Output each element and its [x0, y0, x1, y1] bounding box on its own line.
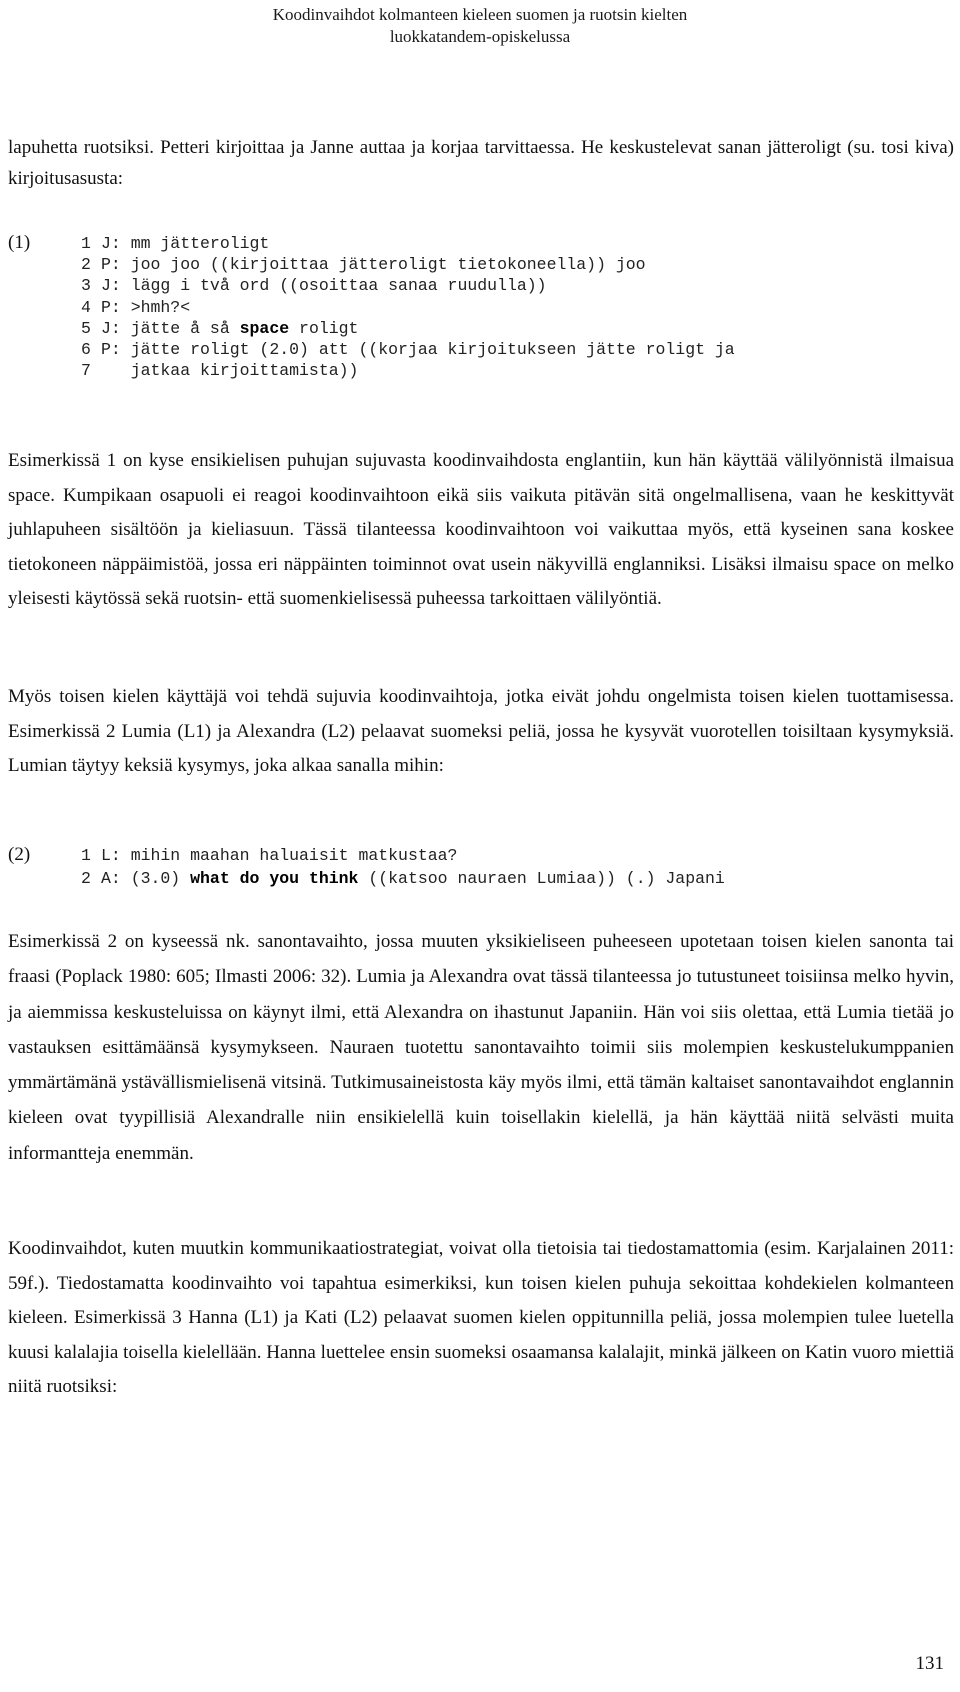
- example-number: (1): [8, 232, 31, 253]
- paragraph-2: Esimerkissä 1 on kyse ensikielisen puhujan sujuvasta koodinvaihdosta englantiin, kun hän käyttää välilyönnistä ilmaisua space. Kumpikaan osapuoli ei reagoi koodinvaihtoon eikä siis vaikuta pitävän sitä ongelmallisena, vaan he keskittyvät juhlapuheen sisältöön ja kieliasuun. Tässä tilanteessa koodinvaihtoon voi vaikuttaa myös, että kyseinen sana koskee tietokoneen näppäimistöä, jossa eri näppäinten toiminnot ovat usein näkyvillä englanniksi. Lisäksi ilmaisu space on melko yleisesti käytössä sekä ruotsin- että suomenkielisessä puheessa tarkoittaen välilyöntiä.: [8, 450, 954, 609]
- page-number: 131: [915, 1653, 944, 1674]
- paragraph-3: Myös toisen kielen käyttäjä voi tehdä sujuvia koodinvaihtoja, jotka eivät johdu ongelmista toisen kielen tuottamisessa. Esimerkissä 2 Lumia (L1) ja Alexandra (L2) pelaavat suomeksi peliä, jossa he kysyvät vuorotellen toisiltaan kysymyksiä. Lumian täytyy keksiä kysymys, joka alkaa sanalla mihin:: [8, 686, 954, 776]
- utterance: P: jätte roligt (2.0) att ((korjaa kirjoitukseen jätte roligt ja: [101, 340, 735, 360]
- utterance: L: mihin maahan haluaisit matkustaa?: [101, 846, 458, 865]
- line-number: 1: [81, 846, 91, 865]
- running-header-line-2: luokkatandem-opiskelussa: [389, 27, 571, 46]
- utterance: P: joo joo ((kirjoittaa jätteroligt tietokoneella)) joo: [101, 255, 646, 275]
- example-number: (2): [8, 844, 31, 865]
- transcript-line: [81, 254, 735, 275]
- line-number: 5: [81, 318, 91, 338]
- line-number: 6: [81, 340, 91, 360]
- running-header: [0, 4, 960, 48]
- line-number: 2: [81, 255, 91, 275]
- utterance: P: >hmh?<: [101, 297, 191, 317]
- utterance: A: (3.0): [101, 868, 191, 888]
- transcript-line: [81, 233, 735, 254]
- transcript-line: [81, 360, 735, 381]
- utterance-end: roligt: [289, 318, 359, 338]
- paragraph-5: Koodinvaihdot, kuten muutkin kommunikaatiostrategiat, voivat olla tietoisia tai tiedostamattomia (esim. Karjalainen 2011: 59f.). Tiedostamatta koodinvaihto voi tapahtua esimerkiksi, kun toisen kielen puhuja sekoittaa kohdekielen kolmanteen kieleen. Esimerkissä 3 Hanna (L1) ja Kati (L2) pelaavat suomen kielen oppitunnilla peliä, jossa molempien tulee luetella kuusi kalalajia toisella kielellään. Hanna luettelee ensin suomeksi osaamansa kalalajit, minkä jälkeen on Katin vuoro miettiä niitä ruotsiksi:: [8, 1238, 954, 1397]
- utterance: J: jätte å så: [101, 318, 240, 338]
- line-number: 7: [81, 361, 91, 381]
- utterance-end: ((katsoo nauraen Lumiaa)) (.) Japani: [358, 868, 725, 888]
- transcript-line: [81, 339, 735, 360]
- transcript-line: [81, 297, 735, 318]
- utterance: J: mm jätteroligt: [101, 234, 270, 253]
- transcript-block: [81, 233, 735, 381]
- paragraph-4: Esimerkissä 2 on kyseessä nk. sanontavaihto, jossa muuten yksikieliseen puheeseen upotetaan toisen kielen sanonta tai fraasi (Poplack 1980: 605; Ilmasti 2006: 32). Lumia ja Alexandra ovat tässä tilanteessa jo tutustuneet toisiinsa melko hyvin, ja aiemmissa keskusteluissa on käynyt ilmi, että Alexandra on ihastunut Japaniin. Hän voi siis olettaa, että Lumia tietää jo vastauksen esittämäänsä kysymykseen. Nauraen tuotettu sanontavaihto toimii siis molempien keskustelukumppanien ymmärtämänä ystävällismielisenä vitsinä. Tutkimusaineistosta käy myös ilmi, että tämän kaltaiset sanontavaihdot englannin kieleen ovat tyypillisiä Alexandralle niin ensikielellä kuin toisellakin kielellä, ja hän käyttää niitä selvästi muita informantteja enemmän.: [8, 931, 954, 1164]
- transcript-line: [81, 275, 735, 296]
- transcript-line: [81, 868, 725, 891]
- line-number: 2: [81, 868, 91, 888]
- paragraph-intro: lapuhetta ruotsiksi. Petteri kirjoittaa ja Janne auttaa ja korjaa tarvittaessa. He keskustelevat sanan jätteroligt (su. tosi kiva) kirjoitusasusta:: [8, 137, 954, 189]
- line-number: 3: [81, 276, 91, 296]
- transcript-line: [81, 845, 725, 868]
- transcript-block: [81, 845, 725, 890]
- code-switch-phrase: what do you think: [190, 868, 359, 888]
- transcript-line: [81, 318, 735, 339]
- code-switch-term: space: [239, 318, 290, 338]
- running-header-line-1: Koodinvaihdot kolmanteen kieleen suomen ja ruotsin kielten: [272, 5, 688, 24]
- utterance: J: lägg i två ord ((osoittaa sanaa ruudulla)): [101, 276, 547, 296]
- utterance: jatkaa kirjoittamista)): [101, 361, 359, 381]
- line-number: 1: [81, 234, 91, 253]
- line-number: 4: [81, 297, 91, 317]
